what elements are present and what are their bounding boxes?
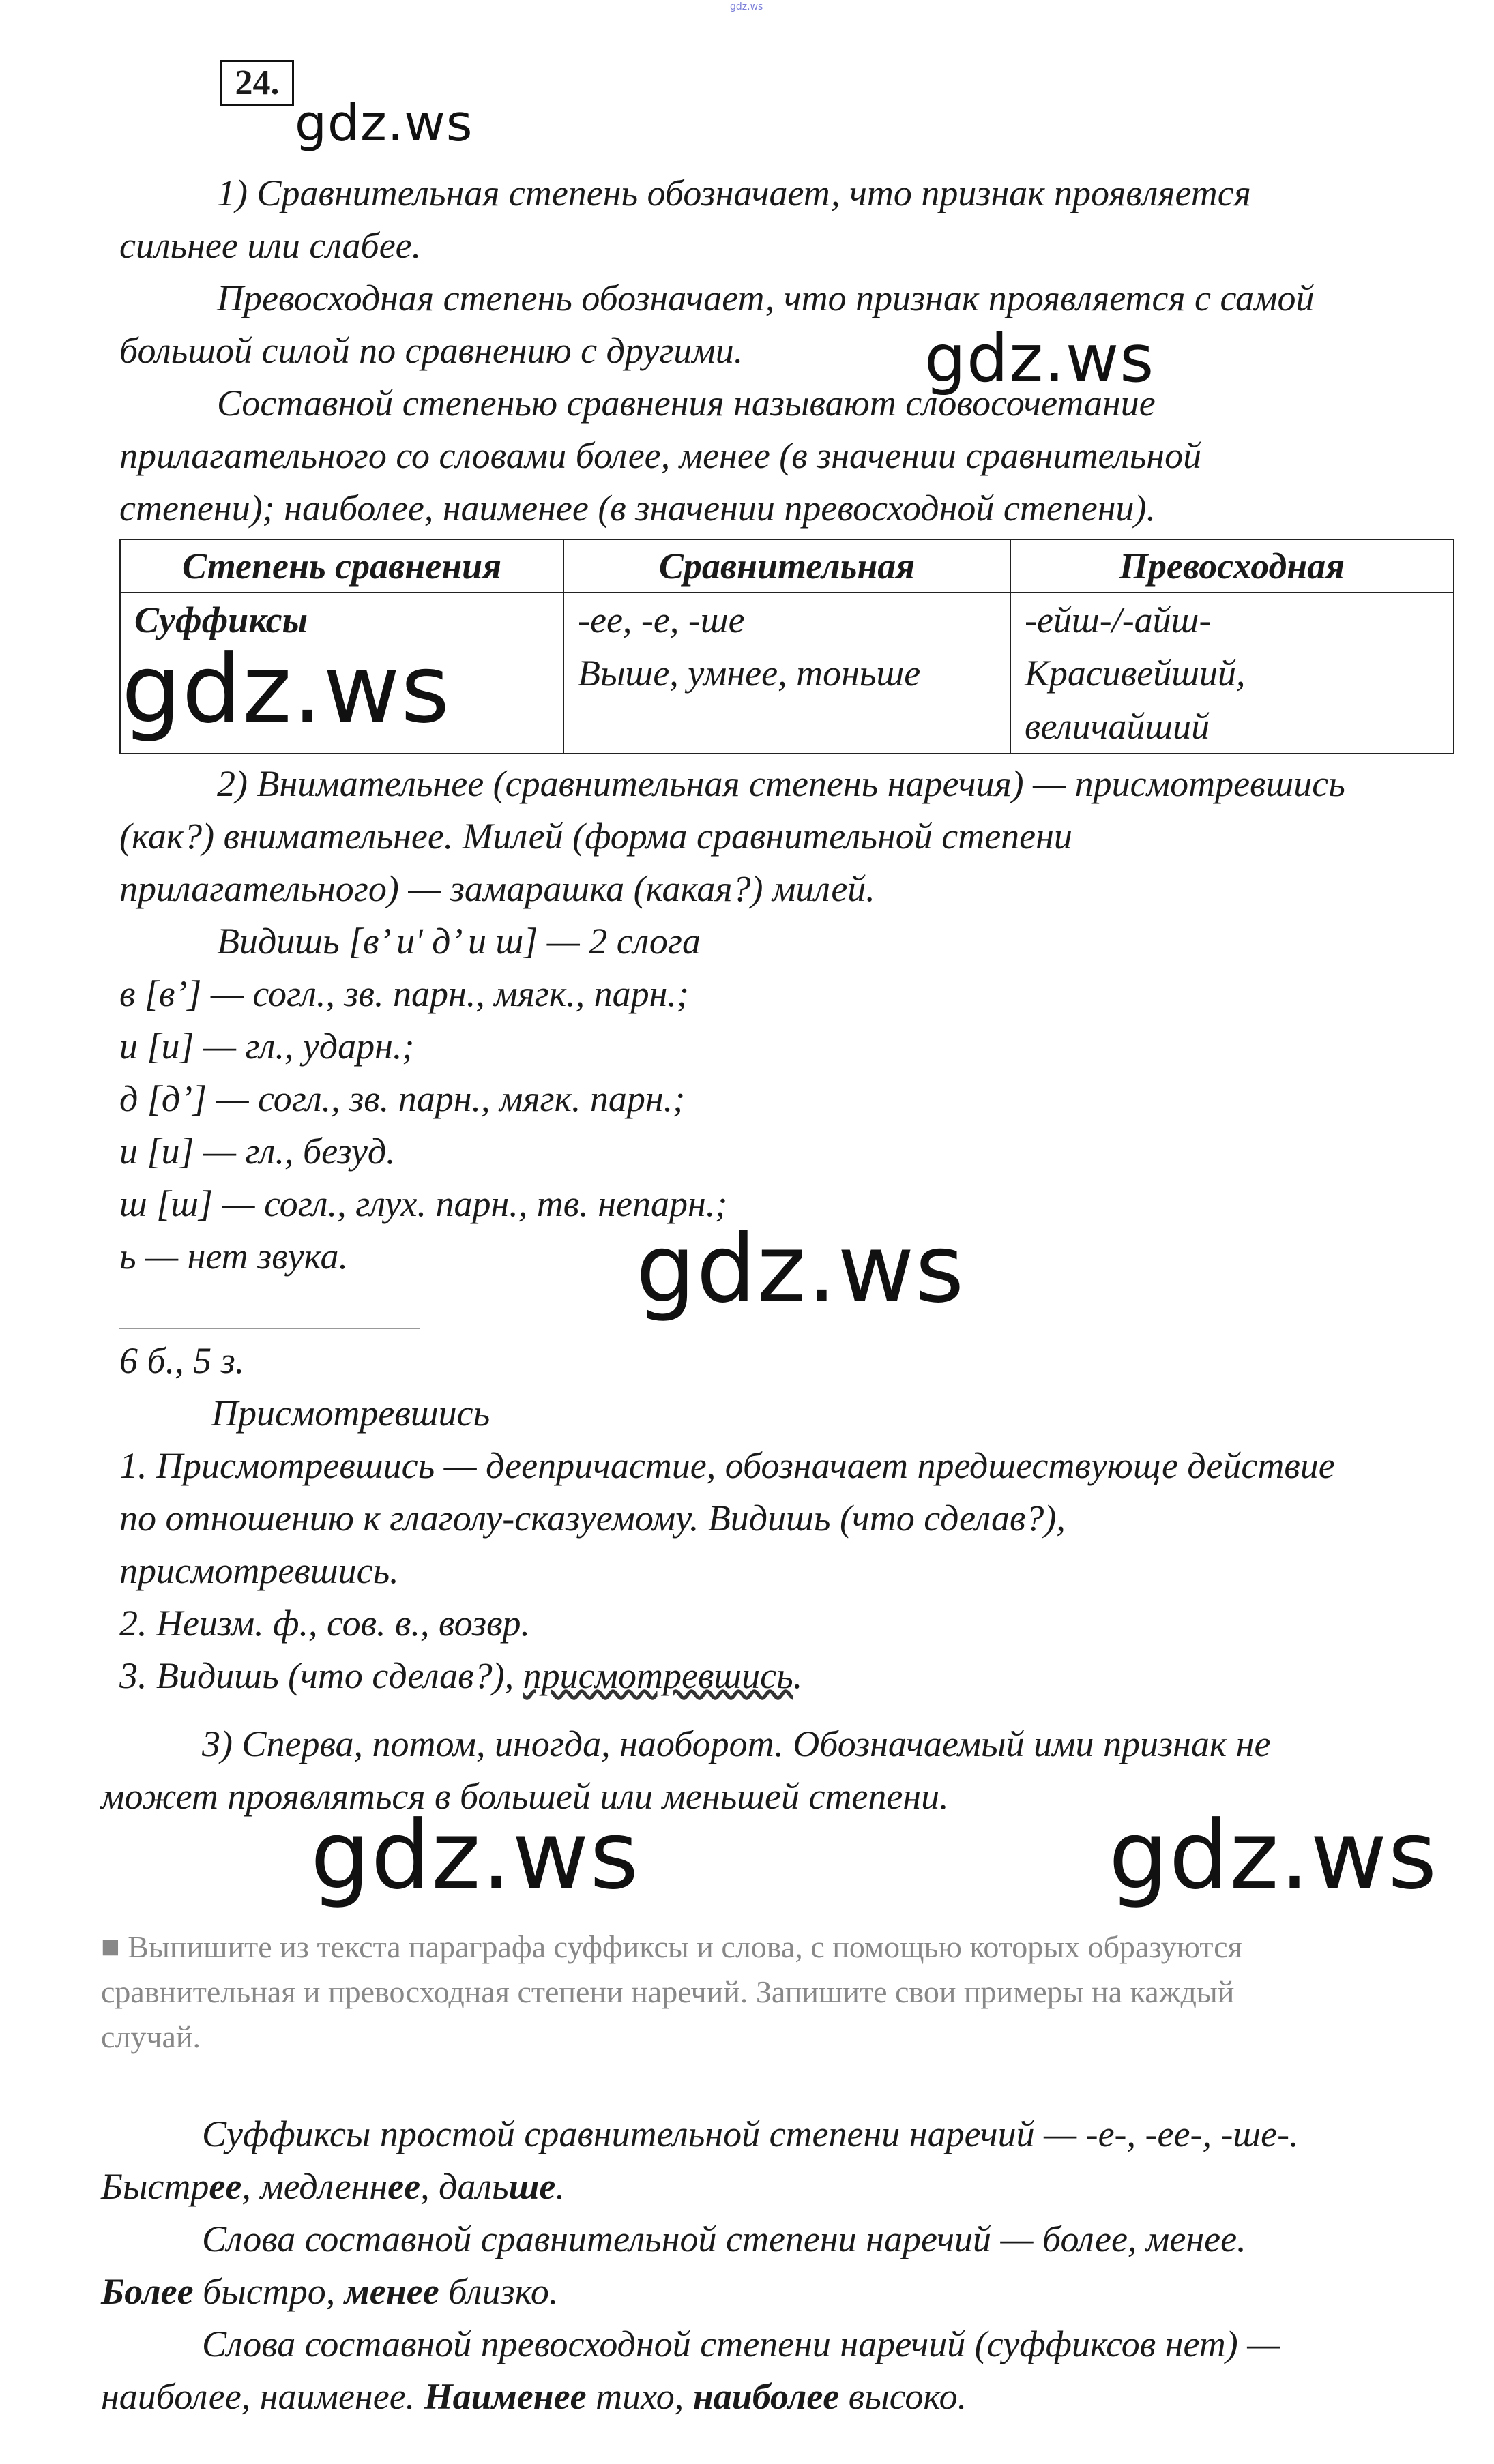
part2-line: и [и] — гл., ударн.; [119,1026,415,1067]
suffix: ее [387,2166,421,2207]
answer-line: Слова составной превосходной степени наречий (суффиксов нет) — [202,2324,1280,2364]
top-watermark: gdz.ws [730,1,763,12]
text: Быстр [101,2166,209,2207]
part2-line: Присмотревшись [211,1393,490,1434]
part2-line: в [в’] — согл., зв. парн., мягк., парн.; [119,973,689,1014]
task-line: случай. [101,2019,201,2054]
text: быстро, [193,2271,345,2312]
bold-word: Более [101,2271,194,2312]
part2-line [119,1649,802,1702]
table-cell [563,593,1010,754]
watermark: gdz.ws [121,634,451,744]
part2-line: ш [ш] — согл., глух. парн., тв. непарн.; [119,1183,728,1224]
part1-line: прилагательного со словами более, менее (в значении сравнительной [119,435,1202,476]
part1-line: Составной степенью сравнения называют словосочетание [217,383,1156,424]
comp-examples: Выше, умнее, тоньше [578,653,921,694]
divider [119,1328,420,1329]
part2-line: 6 б., 5 з. [119,1340,245,1381]
sup-suffixes: -ейш-/-айш- [1025,599,1212,640]
text: наиболее, наименее. [101,2376,424,2417]
watermark: gdz.ws [636,1214,965,1324]
text: , даль [420,2166,509,2207]
text: . [555,2166,565,2207]
part2-line: 1. Присмотревшись — деепричастие, обозначает предшествующе действие [119,1445,1335,1486]
row-label: Суффиксы [134,599,308,640]
text: высоко. [839,2376,967,2417]
table-cell [1010,593,1454,754]
part2-line: прилагательного) — замарашка (какая?) милей. [119,868,875,909]
underlined-word: присмотревшись [523,1655,793,1696]
task-number-box: 24. [220,60,294,106]
answer-line [101,2265,558,2318]
table-header: Степень сравнения [120,539,563,593]
suffix: ше [508,2166,556,2207]
part1-line: степени); наиболее, наименее (в значении превосходной степени). [119,488,1156,529]
text: , медленн [241,2166,388,2207]
watermark: gdz.ws [295,94,473,153]
answer-line [101,2160,565,2213]
part2-line: ь — нет звука. [119,1236,349,1277]
part1-line: 1) Сравнительная степень обозначает, что признак проявляется [217,173,1251,213]
answer-line: Суффиксы простой сравнительной степени наречий — -е-, -ее-, -ше-. [202,2113,1299,2154]
part2-line: д [д’] — согл., зв. парн., мягк. парн.; [119,1078,686,1119]
task-line: ■ Выпишите из текста параграфа суффиксы и слова, с помощью которых образуются [101,1929,1242,1964]
watermark: gdz.ws [310,1800,640,1910]
part2-line: (как?) внимательнее. Милей (форма сравнительной степени [119,816,1072,857]
sup-example: величайший [1025,706,1210,747]
table-header: Превосходная [1010,539,1454,593]
bold-word: Наименее [424,2376,587,2417]
part3-line: может проявляться в большей или меньшей степени. [101,1776,949,1817]
bold-word: менее [344,2271,439,2312]
part2-line: и [и] — гл., безуд. [119,1131,396,1172]
bold-word: наиболее [692,2376,840,2417]
part1-line: сильнее или слабее. [119,225,422,266]
table-header-row [120,539,1454,593]
suffix: ее [209,2166,242,2207]
part1-line: Превосходная степень обозначает, что признак проявляется с самой [217,278,1315,318]
part2-line: Видишь [в’ и' д’ и ш] — 2 слога [217,921,701,962]
part2-line: 2. Неизм. ф., сов. в., возвр. [119,1603,531,1644]
part2-line: присмотревшись. [119,1550,399,1591]
comp-suffixes: -ее, -е, -ше [578,599,745,640]
watermark: gdz.ws [1109,1800,1438,1910]
text: . [793,1655,803,1696]
answer-line [101,2370,967,2423]
part1-line: большой силой по сравнению с другими. [119,330,744,371]
text: 3. Видишь (что сделав?), [119,1655,523,1696]
watermark: gdz.ws [924,321,1155,397]
text: тихо, [586,2376,693,2417]
sup-example: Красивейший, [1025,653,1246,694]
answer-line: Слова составной сравнительной степени наречий — более, менее. [202,2218,1246,2259]
table-header: Сравнительная [563,539,1010,593]
part3-line: 3) Сперва, потом, иногда, наоборот. Обозначаемый ими признак не [202,1723,1271,1764]
part2-line: 2) Внимательнее (сравнительная степень наречия) — присмотревшись [217,763,1345,804]
part2-line: по отношению к глаголу-сказуемому. Видишь (что сделав?), [119,1498,1066,1539]
text: близко. [439,2271,559,2312]
task-line: сравнительная и превосходная степени наречий. Запишите свои примеры на каждый [101,1974,1235,2009]
